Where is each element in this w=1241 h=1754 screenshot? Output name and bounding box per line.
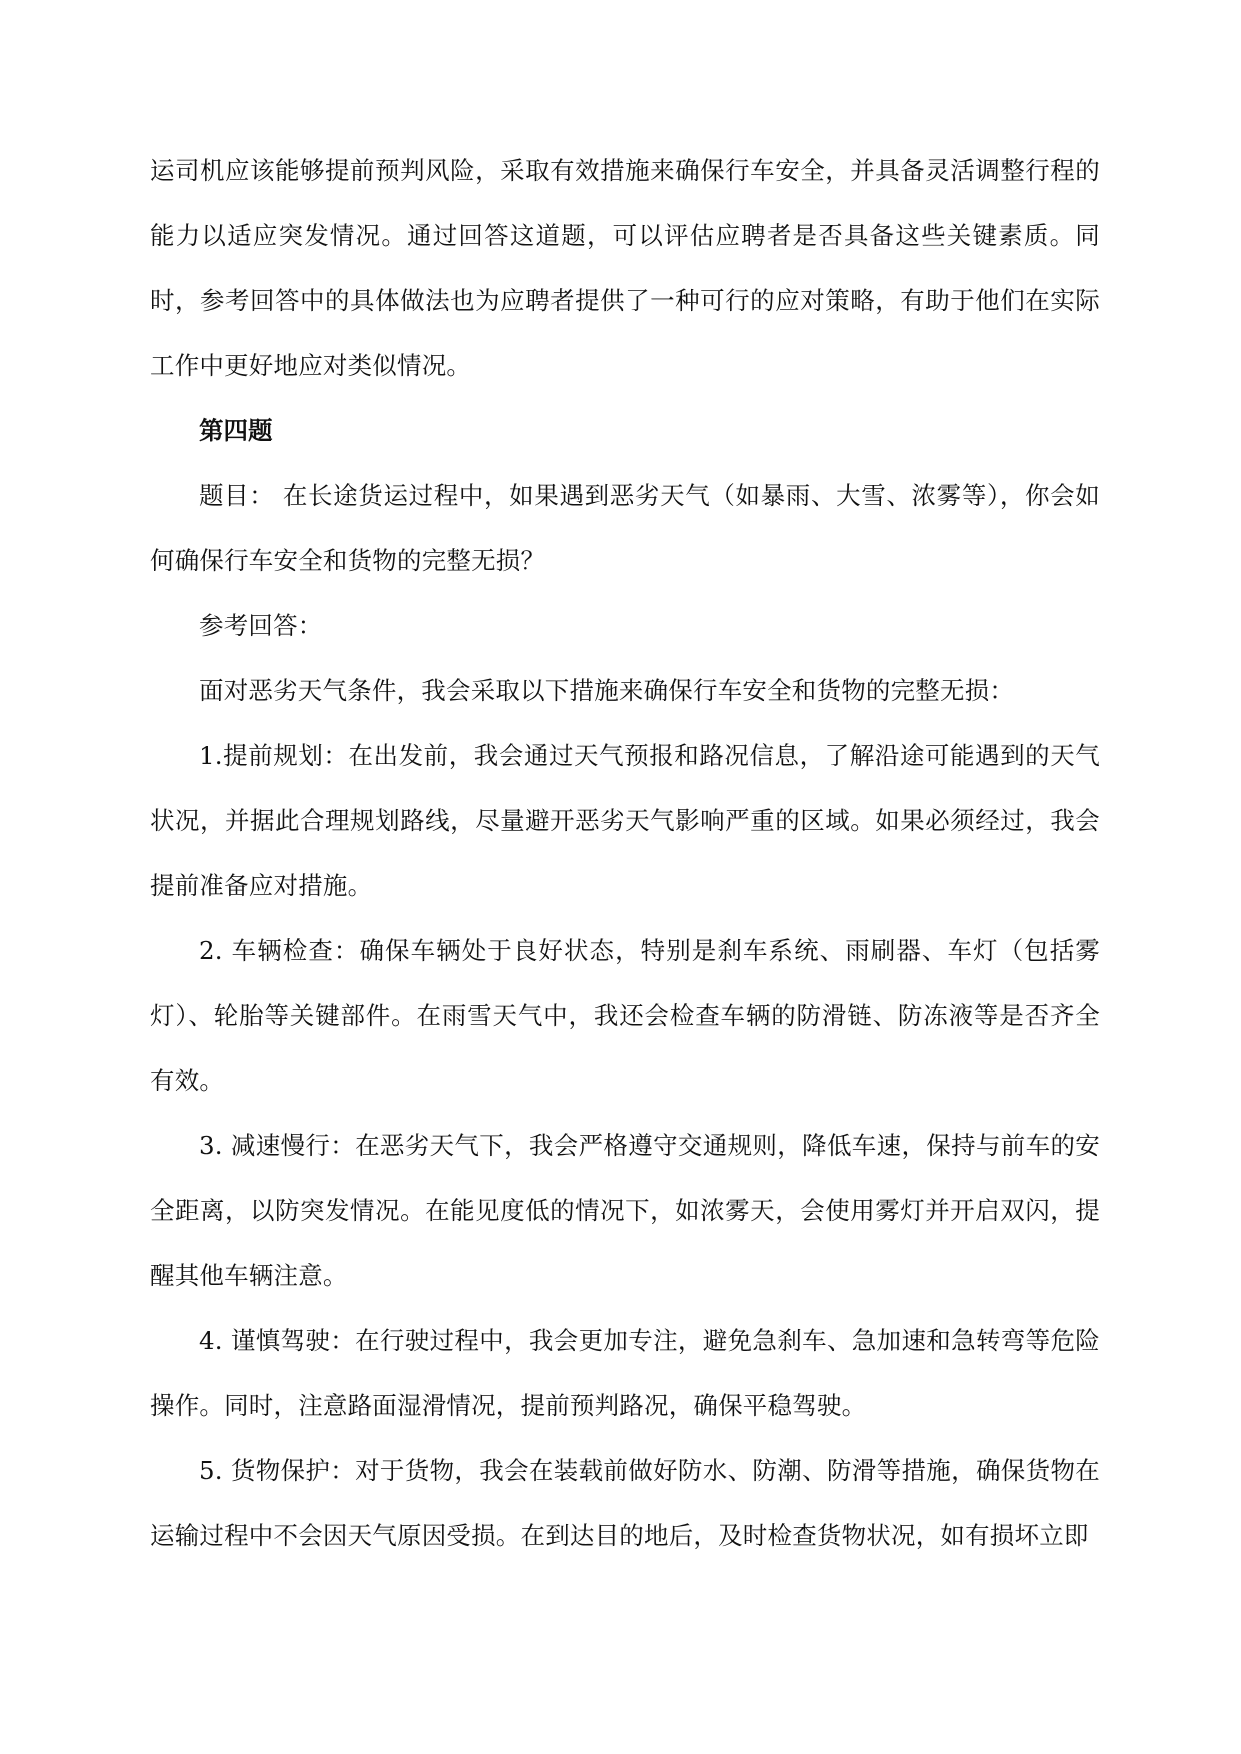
question-paragraph: 题目： 在长途货运过程中，如果遇到恶劣天气（如暴雨、大雪、浓雾等），你会如何确保行车安全和货物的完整无损？ xyxy=(150,481,1100,575)
answer-item: 5. 货物保护：对于货物，我会在装载前做好防水、防潮、防滑等措施，确保货物在运输过程中不会因天气原因受损。在到达目的地后，及时检查货物状况，如有损坏立即 xyxy=(150,1456,1100,1550)
answer-item: 1.提前规划：在出发前，我会通过天气预报和路况信息，了解沿途可能遇到的天气状况，并据此合理规划路线，尽量避开恶劣天气影响严重的区域。如果必须经过，我会提前准备应对措施。 xyxy=(150,741,1100,900)
section-title: 第四题 xyxy=(199,416,273,445)
answer-item: 4. 谨慎驾驶：在行驶过程中，我会更加专注，避免急刹车、急加速和急转弯等危险操作。同时，注意路面湿滑情况，提前预判路况，确保平稳驾驶。 xyxy=(150,1326,1100,1420)
answer-item: 3. 减速慢行：在恶劣天气下，我会严格遵守交通规则，降低车速，保持与前车的安全距离，以防突发情况。在能见度低的情况下，如浓雾天，会使用雾灯并开启双闪，提醒其他车辆注意。 xyxy=(150,1131,1100,1290)
answer-intro: 面对恶劣天气条件，我会采取以下措施来确保行车安全和货物的完整无损： xyxy=(199,676,1015,705)
document-body xyxy=(150,138,1100,1568)
continuation-paragraph: 运司机应该能够提前预判风险，采取有效措施来确保行车安全，并具备灵活调整行程的能力以适应突发情况。通过回答这道题，可以评估应聘者是否具备这些关键素质。同时，参考回答中的具体做法也为应聘者提供了一种可行的应对策略，有助于他们在实际工作中更好地应对类似情况。 xyxy=(150,156,1100,380)
answer-label: 参考回答： xyxy=(199,611,323,640)
answer-item: 2. 车辆检查：确保车辆处于良好状态，特别是刹车系统、雨刷器、车灯（包括雾灯）、轮胎等关键部件。在雨雪天气中，我还会检查车辆的防滑链、防冻液等是否齐全有效。 xyxy=(150,936,1100,1095)
